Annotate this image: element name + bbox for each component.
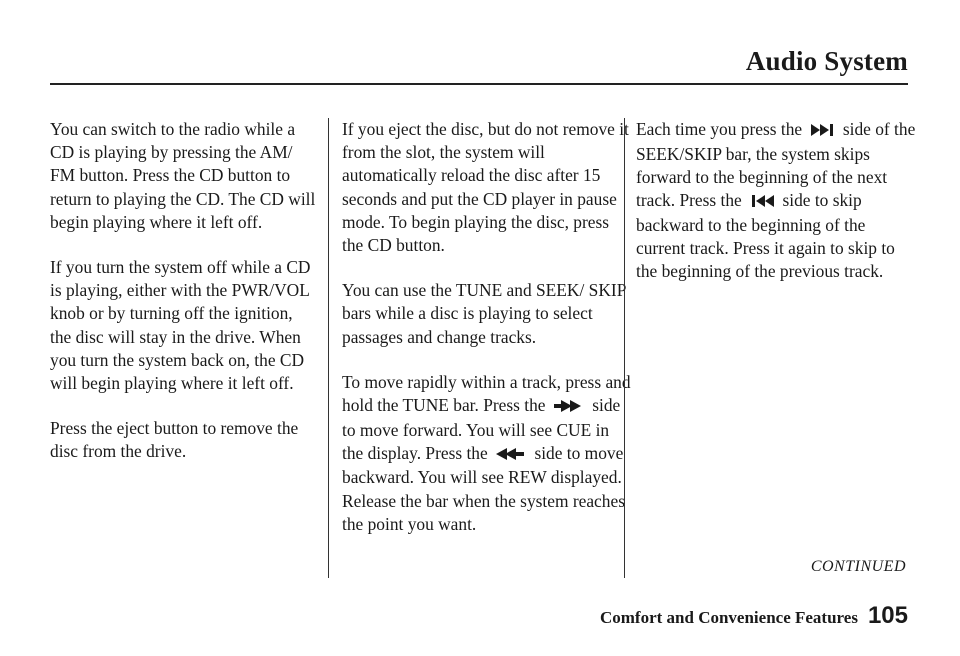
- paragraph-seek-skip: [636, 118, 916, 283]
- fast-forward-icon: [554, 395, 584, 418]
- column-divider-1: [328, 118, 329, 578]
- text-segment: side to move forward. You will see CUE in the display. Press the: [342, 395, 621, 463]
- paragraph-system-off: If you turn the system off while a CD is playing, either with the PWR/VOL knob or by turning off the ignition, the disc will stay in the drive. When you turn the system back on, the CD will begin playing where it left off.: [50, 257, 311, 394]
- page-footer: [600, 602, 908, 630]
- header-rule: [50, 83, 908, 85]
- text-segment: side to skip backward to the beginning of the current track. Press it again to skip to the beginning of the previous track.: [636, 190, 895, 281]
- column-divider-2: [624, 118, 625, 578]
- paragraph-tune-seek: You can use the TUNE and SEEK/ SKIP bars while a disc is playing to select passages and change tracks.: [342, 280, 626, 347]
- text-segment: side of the SEEK/SKIP bar, the system skips forward to the beginning of the next track. Press the: [636, 119, 916, 210]
- column-left: [50, 118, 318, 486]
- paragraph-auto-reload: If you eject the disc, but do not remove it from the slot, the system will automatically reload the disc after 15 seconds and put the CD player in pause mode. To begin playing the disc, press the CD button.: [342, 119, 629, 256]
- skip-forward-icon: [811, 119, 835, 142]
- header-title: Audio System: [745, 46, 908, 76]
- paragraph-eject: Press the eject button to remove the disc from the drive.: [50, 418, 299, 462]
- continued-label: CONTINUED: [810, 558, 906, 575]
- page-number: 105: [867, 602, 908, 629]
- text-segment: Each time you press the: [636, 119, 803, 139]
- rewind-icon: [496, 443, 526, 466]
- column-middle: [342, 118, 632, 558]
- text-segment: side to move backward. You will see REW displayed. Release the bar when the system reaches the point you want.: [342, 442, 625, 534]
- text-segment: To move rapidly within a track, press and hold the TUNE bar. Press the: [342, 371, 631, 416]
- column-right: [636, 118, 916, 305]
- paragraph-radio-switch: You can switch to the radio while a CD is playing by pressing the AM/ FM button. Press the CD button to return to playing the CD. The CD will begin playing where it left off.: [50, 119, 316, 232]
- paragraph-move-rapidly: [342, 371, 632, 536]
- skip-back-icon: [750, 190, 774, 213]
- footer-section-title: Comfort and Convenience Features: [599, 608, 858, 627]
